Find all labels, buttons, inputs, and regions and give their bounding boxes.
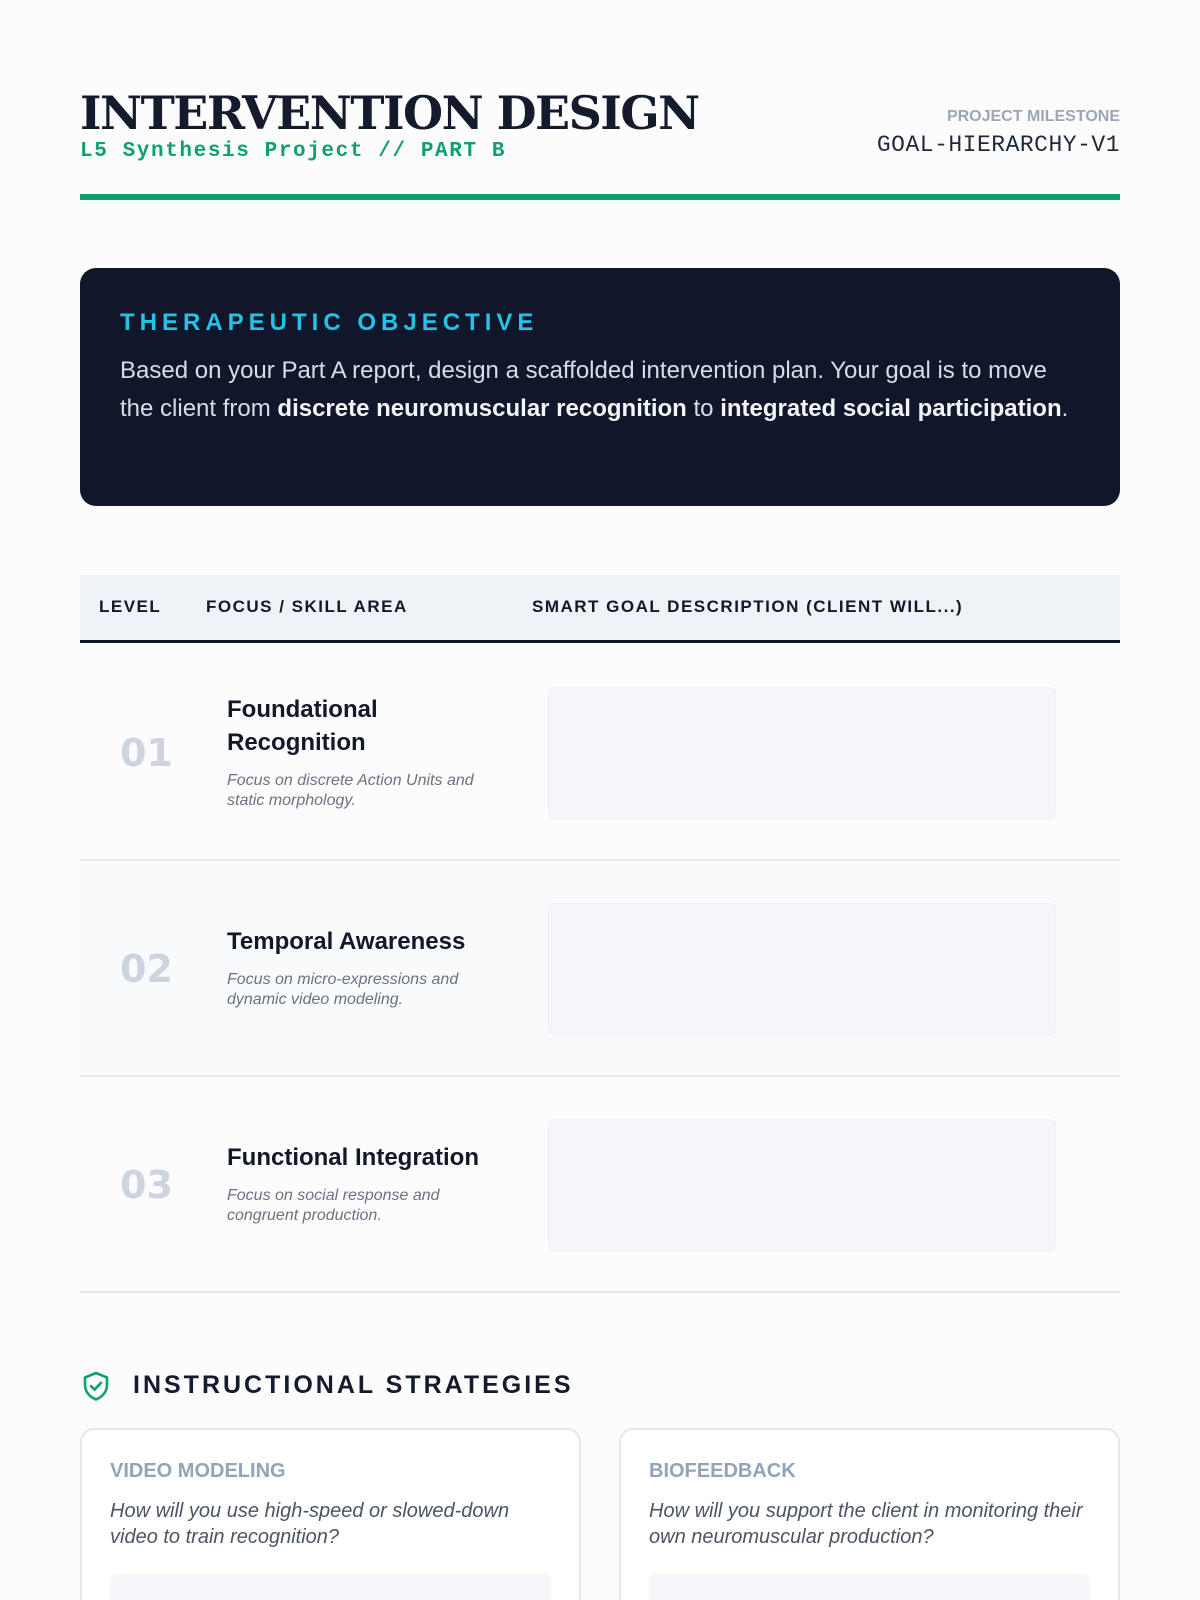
objective-text-part: to — [686, 395, 721, 422]
objective-emphasis-end: integrated social participation — [720, 395, 1062, 422]
page-subtitle: L5 Synthesis Project // PART B — [80, 140, 507, 163]
focus-name: Foundational Recognition — [227, 696, 378, 756]
strategy-answer-input[interactable] — [110, 1574, 551, 1600]
milestone-label: PROJECT MILESTONE — [946, 108, 1120, 125]
column-header-focus: FOCUS / SKILL AREA — [206, 597, 408, 616]
milestone-value: GOAL-HIERARCHY-V1 — [876, 132, 1120, 158]
objective-title: THERAPEUTIC OBJECTIVE — [120, 309, 539, 336]
focus-cell — [227, 693, 507, 811]
page-header — [80, 88, 1120, 200]
smart-goal-input[interactable] — [548, 1119, 1056, 1251]
strategies-header — [80, 1368, 680, 1404]
page-title: INTERVENTION DESIGN — [80, 86, 699, 140]
therapeutic-objective-panel — [80, 268, 1120, 506]
focus-name: Temporal Awareness — [227, 928, 466, 955]
strategy-answer-input[interactable] — [649, 1574, 1090, 1600]
level-number: 01 — [120, 731, 173, 775]
strategy-card-title: BIOFEEDBACK — [649, 1460, 796, 1482]
strategy-card-biofeedback — [619, 1428, 1120, 1600]
focus-name: Functional Integration — [227, 1144, 479, 1171]
strategy-card-question: How will you support the client in monitoring their own neuromuscular production? — [649, 1500, 1083, 1548]
strategies-title: INSTRUCTIONAL STRATEGIES — [133, 1371, 574, 1399]
shield-check-icon — [80, 1370, 112, 1402]
strategy-card-title: VIDEO MODELING — [110, 1460, 286, 1482]
column-header-goal: SMART GOAL DESCRIPTION (CLIENT WILL...) — [532, 597, 964, 616]
objective-text-part: . — [1061, 395, 1069, 422]
objective-text — [120, 352, 1080, 428]
goal-table-header — [80, 575, 1120, 643]
focus-cell — [227, 925, 507, 1010]
focus-description: Focus on micro-expressions and dynamic video modeling. — [227, 971, 459, 1008]
focus-description: Focus on social response and congruent production. — [227, 1187, 440, 1224]
focus-description: Focus on discrete Action Units and static morphology. — [227, 772, 474, 809]
column-header-level: LEVEL — [99, 597, 162, 616]
strategy-card-question: How will you use high-speed or slowed-down video to train recognition? — [110, 1500, 510, 1548]
objective-emphasis-start: discrete neuromuscular recognition — [277, 395, 687, 422]
goal-row-1 — [80, 645, 1120, 861]
level-number: 03 — [120, 1163, 173, 1207]
smart-goal-input[interactable] — [548, 687, 1056, 819]
smart-goal-input[interactable] — [548, 903, 1056, 1035]
goal-row-3 — [80, 1077, 1120, 1293]
level-number: 02 — [120, 947, 173, 991]
goal-row-2 — [80, 861, 1120, 1077]
focus-cell — [227, 1141, 507, 1226]
strategy-card-video-modeling — [80, 1428, 581, 1600]
objective-text-part: Based on your Part A report, design a scaffolded intervention plan. Your goal is to move the client from — [120, 357, 1047, 422]
